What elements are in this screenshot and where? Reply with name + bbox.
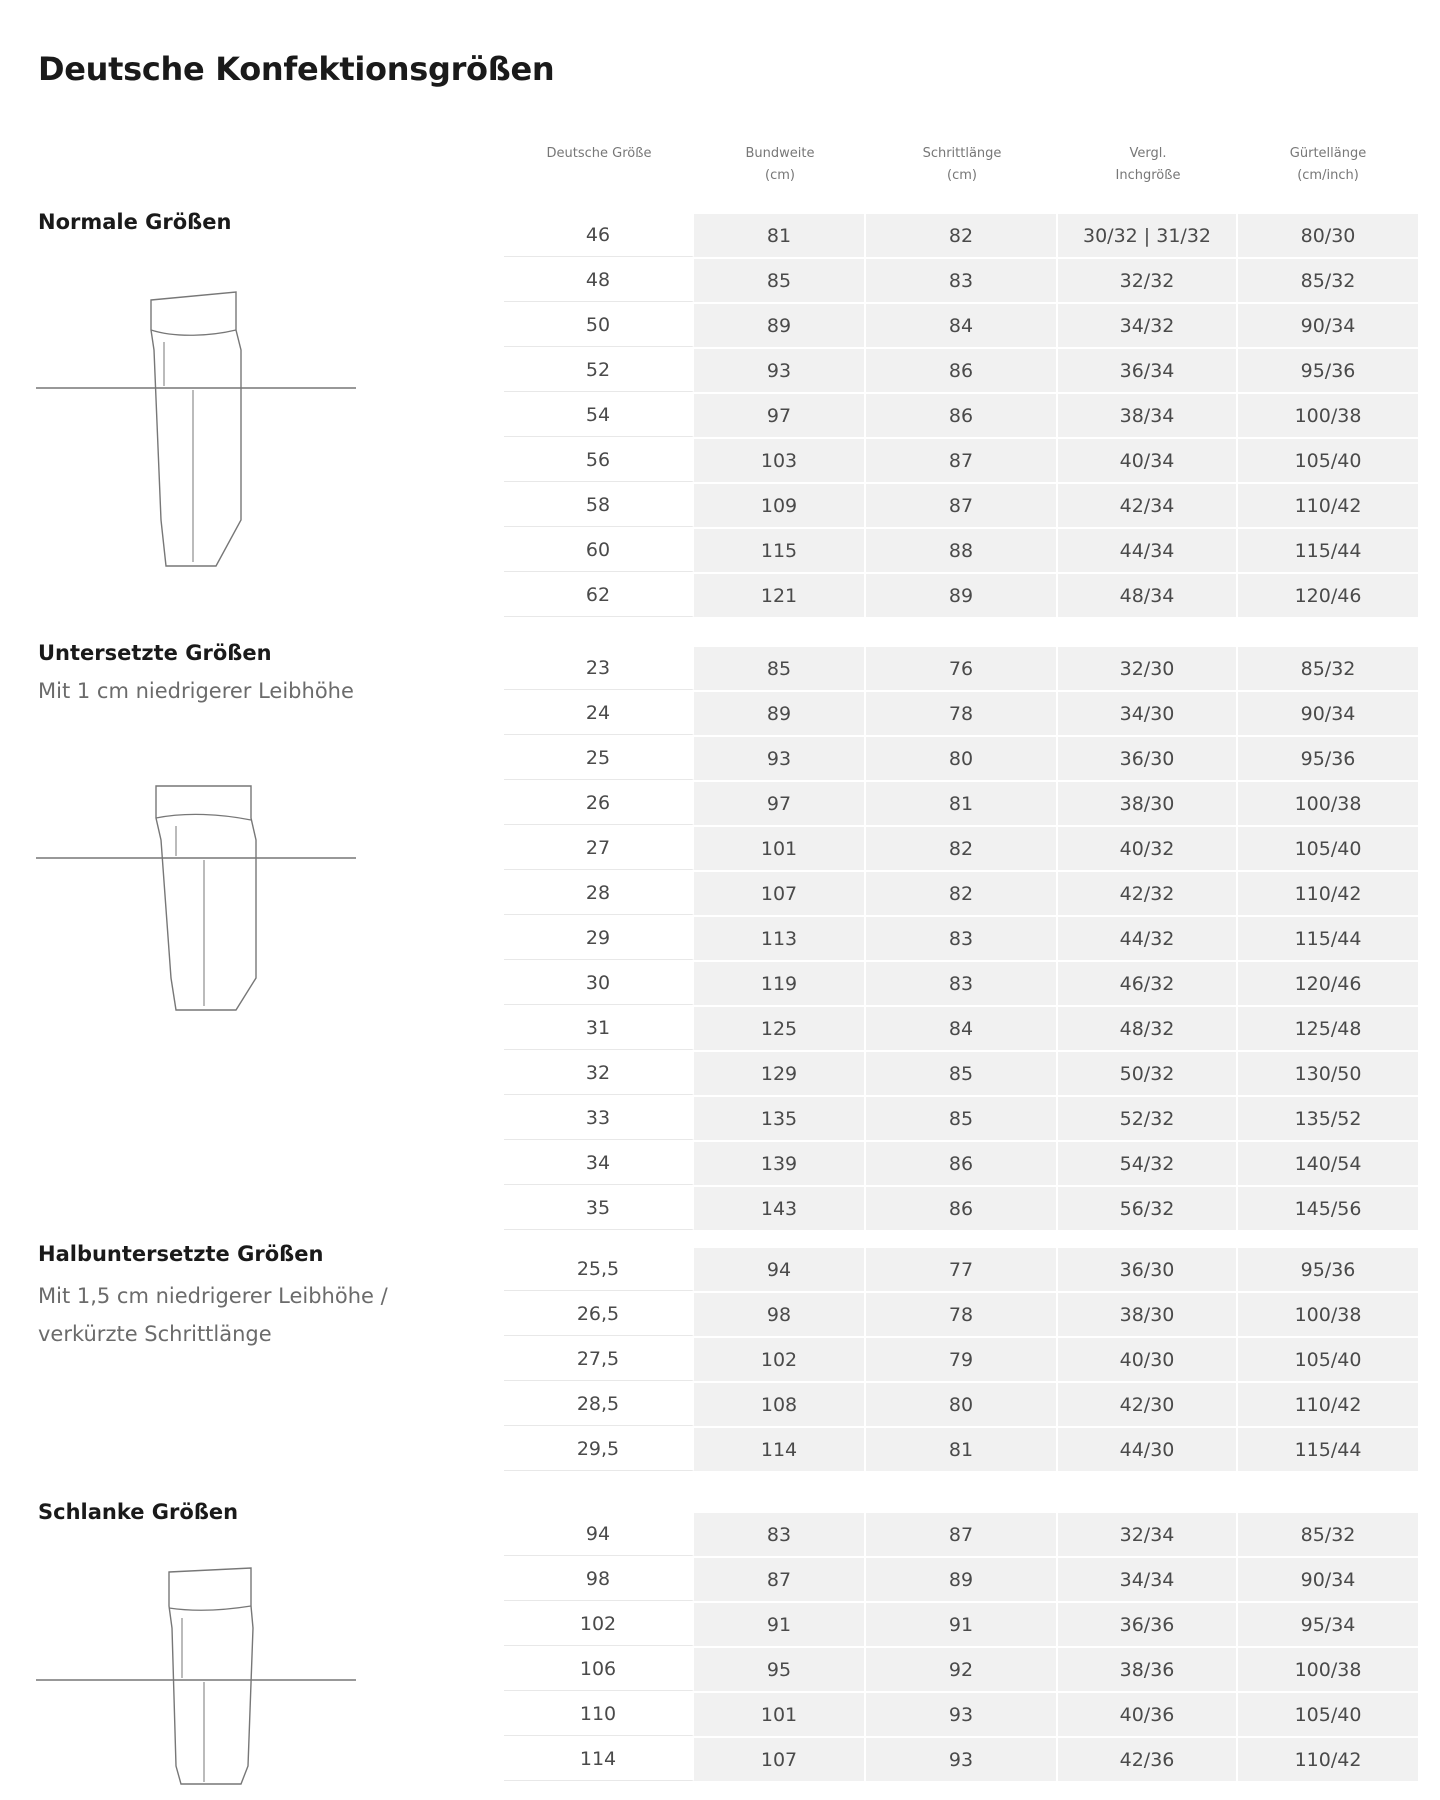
inseam-cell: 87 <box>866 1513 1058 1556</box>
table-header <box>504 143 1418 187</box>
table-row <box>504 872 1418 917</box>
belt-length-cell: 95/36 <box>1238 737 1418 780</box>
inseam-cell: 85 <box>866 1097 1058 1140</box>
size-cell: 60 <box>504 529 694 572</box>
table-row <box>504 1558 1418 1603</box>
inseam-cell: 82 <box>866 827 1058 870</box>
waist-cell: 89 <box>694 304 866 347</box>
inseam-cell: 87 <box>866 484 1058 527</box>
belt-length-cell: 110/42 <box>1238 872 1418 915</box>
waist-cell: 135 <box>694 1097 866 1140</box>
table-row <box>504 962 1418 1007</box>
inch-size-cell: 30/32 | 31/32 <box>1058 214 1238 257</box>
inch-size-cell: 50/32 <box>1058 1052 1238 1095</box>
size-cell: 48 <box>504 259 694 302</box>
table-row <box>504 349 1418 394</box>
belt-length-cell: 105/40 <box>1238 439 1418 482</box>
table-row <box>504 304 1418 349</box>
belt-length-cell: 110/42 <box>1238 484 1418 527</box>
waist-cell: 108 <box>694 1383 866 1426</box>
waist-cell: 143 <box>694 1187 866 1230</box>
column-header-inseam: Schrittlänge (cm) <box>922 146 1002 183</box>
inch-size-cell: 38/36 <box>1058 1648 1238 1691</box>
table-row <box>504 214 1418 259</box>
inch-size-cell: 48/34 <box>1058 574 1238 617</box>
inseam-cell: 79 <box>866 1338 1058 1381</box>
waist-cell: 97 <box>694 782 866 825</box>
section-title-half-short: Halbuntersetzte Größen <box>38 1242 324 1266</box>
inch-size-cell: 34/30 <box>1058 692 1238 735</box>
belt-length-cell: 85/32 <box>1238 647 1418 690</box>
size-cell: 54 <box>504 394 694 437</box>
belt-length-cell: 90/34 <box>1238 1558 1418 1601</box>
size-cell: 27,5 <box>504 1338 694 1381</box>
inseam-cell: 89 <box>866 574 1058 617</box>
belt-length-cell: 105/40 <box>1238 1338 1418 1381</box>
belt-length-cell: 105/40 <box>1238 1693 1418 1736</box>
inch-size-cell: 38/34 <box>1058 394 1238 437</box>
inseam-cell: 92 <box>866 1648 1058 1691</box>
table-row <box>504 1052 1418 1097</box>
section-title-slim: Schlanke Größen <box>38 1500 239 1524</box>
belt-length-cell: 100/38 <box>1238 1293 1418 1336</box>
waist-cell: 121 <box>694 574 866 617</box>
waist-cell: 115 <box>694 529 866 572</box>
belt-length-cell: 140/54 <box>1238 1142 1418 1185</box>
inseam-cell: 76 <box>866 647 1058 690</box>
waist-cell: 114 <box>694 1428 866 1471</box>
size-cell: 110 <box>504 1693 694 1736</box>
inch-size-cell: 38/30 <box>1058 782 1238 825</box>
size-cell: 27 <box>504 827 694 870</box>
inch-size-cell: 34/32 <box>1058 304 1238 347</box>
inseam-cell: 78 <box>866 692 1058 735</box>
table-row <box>504 1142 1418 1187</box>
inch-size-cell: 32/32 <box>1058 259 1238 302</box>
inseam-cell: 86 <box>866 1187 1058 1230</box>
inch-size-cell: 44/32 <box>1058 917 1238 960</box>
size-cell: 24 <box>504 692 694 735</box>
size-cell: 28,5 <box>504 1383 694 1426</box>
inch-size-cell: 40/36 <box>1058 1693 1238 1736</box>
waist-cell: 89 <box>694 692 866 735</box>
waist-cell: 139 <box>694 1142 866 1185</box>
size-cell: 23 <box>504 647 694 690</box>
table-row <box>504 737 1418 782</box>
waist-cell: 83 <box>694 1513 866 1556</box>
waist-cell: 107 <box>694 1738 866 1781</box>
inch-size-cell: 40/34 <box>1058 439 1238 482</box>
size-cell: 26 <box>504 782 694 825</box>
column-header-waist: Bundweite (cm) <box>745 146 815 183</box>
belt-length-cell: 145/56 <box>1238 1187 1418 1230</box>
waist-cell: 85 <box>694 259 866 302</box>
table-row <box>504 1293 1418 1338</box>
belt-length-cell: 105/40 <box>1238 827 1418 870</box>
waist-cell: 85 <box>694 647 866 690</box>
waist-cell: 109 <box>694 484 866 527</box>
belt-length-cell: 100/38 <box>1238 1648 1418 1691</box>
inseam-cell: 78 <box>866 1293 1058 1336</box>
inch-size-cell: 46/32 <box>1058 962 1238 1005</box>
section-note-short: Mit 1 cm niedrigerer Leibhöhe <box>38 679 354 703</box>
inch-size-cell: 44/30 <box>1058 1428 1238 1471</box>
belt-length-cell: 95/36 <box>1238 1248 1418 1291</box>
size-cell: 106 <box>504 1648 694 1691</box>
inch-size-cell: 42/32 <box>1058 872 1238 915</box>
table-row <box>504 1007 1418 1052</box>
inch-size-cell: 36/36 <box>1058 1603 1238 1646</box>
table-row <box>504 647 1418 692</box>
inseam-cell: 82 <box>866 214 1058 257</box>
column-header-size: Deutsche Größe <box>546 146 652 161</box>
inseam-cell: 85 <box>866 1052 1058 1095</box>
belt-length-cell: 130/50 <box>1238 1052 1418 1095</box>
size-cell: 46 <box>504 214 694 257</box>
table-row <box>504 529 1418 574</box>
size-cell: 30 <box>504 962 694 1005</box>
inseam-cell: 84 <box>866 1007 1058 1050</box>
size-cell: 114 <box>504 1738 694 1781</box>
column-header-inch-size: Vergl. Inchgröße <box>1115 146 1181 183</box>
belt-length-cell: 115/44 <box>1238 529 1418 572</box>
pants-illustration-slim <box>36 1566 366 1786</box>
size-table-short <box>504 647 1418 1232</box>
size-cell: 50 <box>504 304 694 347</box>
size-cell: 52 <box>504 349 694 392</box>
table-row <box>504 1648 1418 1693</box>
size-cell: 102 <box>504 1603 694 1646</box>
table-row <box>504 1187 1418 1232</box>
size-cell: 29 <box>504 917 694 960</box>
inch-size-cell: 32/30 <box>1058 647 1238 690</box>
size-cell: 26,5 <box>504 1293 694 1336</box>
pants-illustration-short <box>36 778 366 1018</box>
waist-cell: 94 <box>694 1248 866 1291</box>
inseam-cell: 86 <box>866 349 1058 392</box>
inch-size-cell: 32/34 <box>1058 1513 1238 1556</box>
inseam-cell: 80 <box>866 737 1058 780</box>
inch-size-cell: 54/32 <box>1058 1142 1238 1185</box>
waist-cell: 91 <box>694 1603 866 1646</box>
size-table-slim <box>504 1513 1418 1783</box>
table-row <box>504 1428 1418 1473</box>
table-row <box>504 827 1418 872</box>
waist-cell: 81 <box>694 214 866 257</box>
waist-cell: 98 <box>694 1293 866 1336</box>
waist-cell: 113 <box>694 917 866 960</box>
inch-size-cell: 42/30 <box>1058 1383 1238 1426</box>
inch-size-cell: 44/34 <box>1058 529 1238 572</box>
table-row <box>504 439 1418 484</box>
section-note-half-short: Mit 1,5 cm niedrigerer Leibhöhe / verkürzte Schrittlänge <box>38 1284 388 1346</box>
inseam-cell: 88 <box>866 529 1058 572</box>
belt-length-cell: 95/34 <box>1238 1603 1418 1646</box>
table-row <box>504 259 1418 304</box>
inseam-cell: 81 <box>866 782 1058 825</box>
inch-size-cell: 40/32 <box>1058 827 1238 870</box>
waist-cell: 102 <box>694 1338 866 1381</box>
waist-cell: 87 <box>694 1558 866 1601</box>
inseam-cell: 93 <box>866 1693 1058 1736</box>
inseam-cell: 83 <box>866 962 1058 1005</box>
waist-cell: 95 <box>694 1648 866 1691</box>
inseam-cell: 81 <box>866 1428 1058 1471</box>
belt-length-cell: 125/48 <box>1238 1007 1418 1050</box>
size-table-half-short <box>504 1248 1418 1473</box>
table-row <box>504 1383 1418 1428</box>
inseam-cell: 83 <box>866 259 1058 302</box>
inseam-cell: 89 <box>866 1558 1058 1601</box>
section-title-short: Untersetzte Größen <box>38 641 272 665</box>
belt-length-cell: 110/42 <box>1238 1738 1418 1781</box>
belt-length-cell: 80/30 <box>1238 214 1418 257</box>
inseam-cell: 83 <box>866 917 1058 960</box>
waist-cell: 93 <box>694 349 866 392</box>
belt-length-cell: 85/32 <box>1238 259 1418 302</box>
inch-size-cell: 40/30 <box>1058 1338 1238 1381</box>
belt-length-cell: 135/52 <box>1238 1097 1418 1140</box>
inseam-cell: 86 <box>866 1142 1058 1185</box>
inch-size-cell: 48/32 <box>1058 1007 1238 1050</box>
table-row <box>504 574 1418 619</box>
size-cell: 94 <box>504 1513 694 1556</box>
size-cell: 56 <box>504 439 694 482</box>
waist-cell: 103 <box>694 439 866 482</box>
belt-length-cell: 100/38 <box>1238 782 1418 825</box>
inseam-cell: 80 <box>866 1383 1058 1426</box>
table-row <box>504 1338 1418 1383</box>
table-row <box>504 782 1418 827</box>
inseam-cell: 86 <box>866 394 1058 437</box>
size-cell: 28 <box>504 872 694 915</box>
size-cell: 58 <box>504 484 694 527</box>
waist-cell: 101 <box>694 827 866 870</box>
table-row <box>504 394 1418 439</box>
inseam-cell: 84 <box>866 304 1058 347</box>
belt-length-cell: 120/46 <box>1238 962 1418 1005</box>
inch-size-cell: 36/30 <box>1058 737 1238 780</box>
inch-size-cell: 36/34 <box>1058 349 1238 392</box>
inch-size-cell: 36/30 <box>1058 1248 1238 1291</box>
column-header-belt-length: Gürtellänge (cm/inch) <box>1289 146 1367 183</box>
table-row <box>504 1603 1418 1648</box>
size-cell: 31 <box>504 1007 694 1050</box>
size-cell: 25,5 <box>504 1248 694 1291</box>
inch-size-cell: 42/34 <box>1058 484 1238 527</box>
waist-cell: 101 <box>694 1693 866 1736</box>
pants-illustration-normal <box>36 290 366 580</box>
size-cell: 25 <box>504 737 694 780</box>
size-cell: 29,5 <box>504 1428 694 1471</box>
size-cell: 33 <box>504 1097 694 1140</box>
size-table-normal <box>504 214 1418 619</box>
table-row <box>504 1513 1418 1558</box>
size-cell: 98 <box>504 1558 694 1601</box>
table-row <box>504 1248 1418 1293</box>
belt-length-cell: 115/44 <box>1238 1428 1418 1471</box>
table-row <box>504 1693 1418 1738</box>
inseam-cell: 87 <box>866 439 1058 482</box>
table-row <box>504 484 1418 529</box>
belt-length-cell: 110/42 <box>1238 1383 1418 1426</box>
belt-length-cell: 90/34 <box>1238 692 1418 735</box>
belt-length-cell: 85/32 <box>1238 1513 1418 1556</box>
inch-size-cell: 42/36 <box>1058 1738 1238 1781</box>
waist-cell: 129 <box>694 1052 866 1095</box>
inch-size-cell: 38/30 <box>1058 1293 1238 1336</box>
inseam-cell: 93 <box>866 1738 1058 1781</box>
inseam-cell: 91 <box>866 1603 1058 1646</box>
table-row <box>504 1738 1418 1783</box>
waist-cell: 107 <box>694 872 866 915</box>
inseam-cell: 82 <box>866 872 1058 915</box>
table-row <box>504 692 1418 737</box>
size-cell: 34 <box>504 1142 694 1185</box>
table-row <box>504 1097 1418 1142</box>
waist-cell: 119 <box>694 962 866 1005</box>
inch-size-cell: 56/32 <box>1058 1187 1238 1230</box>
table-row <box>504 917 1418 962</box>
belt-length-cell: 100/38 <box>1238 394 1418 437</box>
size-cell: 35 <box>504 1187 694 1230</box>
inch-size-cell: 52/32 <box>1058 1097 1238 1140</box>
waist-cell: 97 <box>694 394 866 437</box>
belt-length-cell: 120/46 <box>1238 574 1418 617</box>
belt-length-cell: 115/44 <box>1238 917 1418 960</box>
inseam-cell: 77 <box>866 1248 1058 1291</box>
waist-cell: 93 <box>694 737 866 780</box>
waist-cell: 125 <box>694 1007 866 1050</box>
size-cell: 62 <box>504 574 694 617</box>
section-title-normal: Normale Größen <box>38 210 232 234</box>
belt-length-cell: 90/34 <box>1238 304 1418 347</box>
belt-length-cell: 95/36 <box>1238 349 1418 392</box>
size-cell: 32 <box>504 1052 694 1095</box>
inch-size-cell: 34/34 <box>1058 1558 1238 1601</box>
page-title: Deutsche Konfektionsgrößen <box>38 50 555 88</box>
